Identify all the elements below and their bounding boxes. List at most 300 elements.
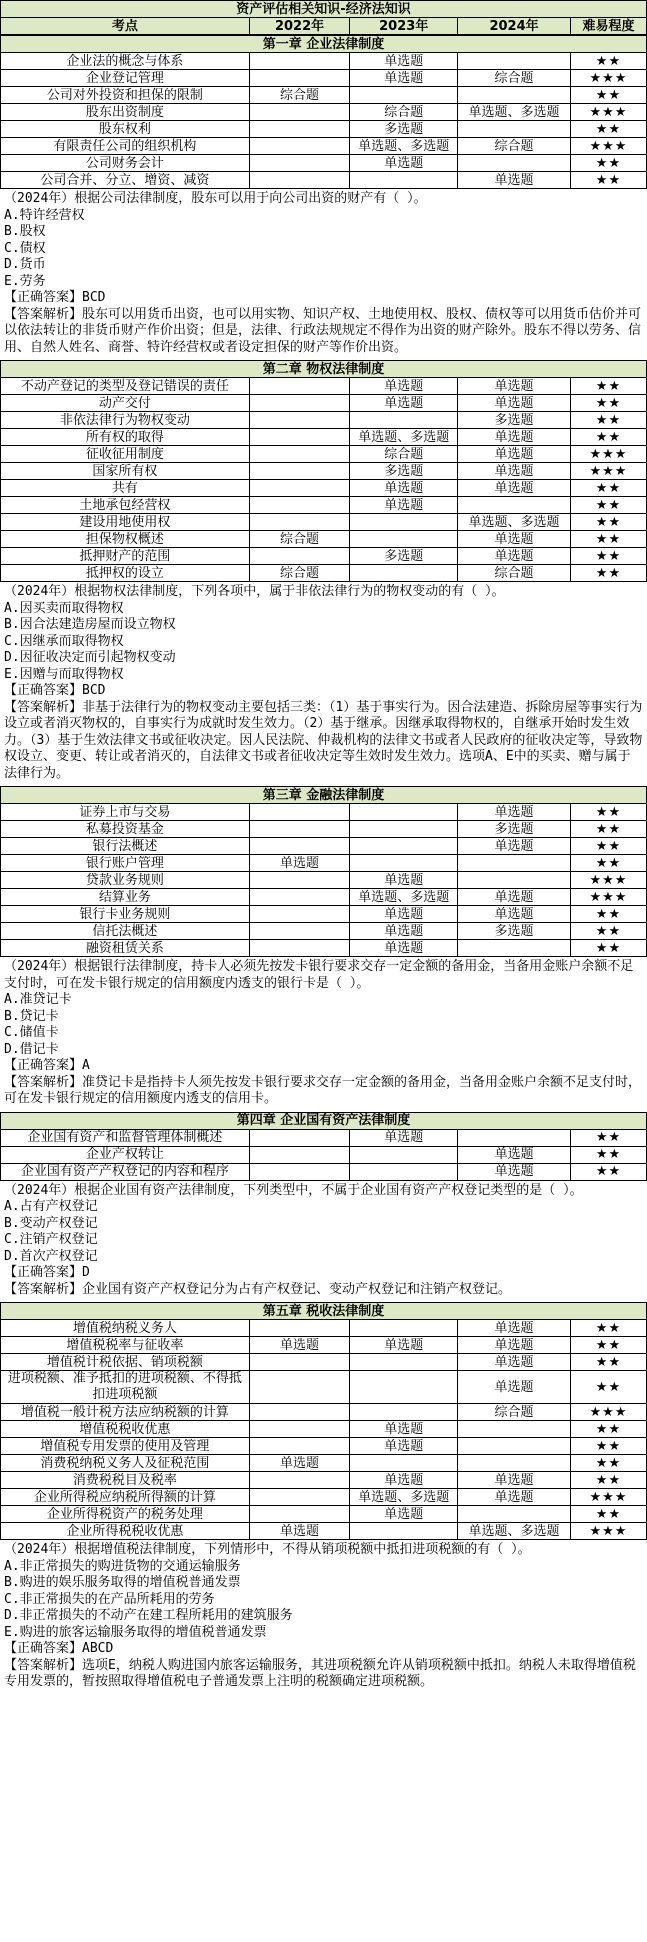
year-2024-cell: 单选题 bbox=[458, 446, 571, 463]
year-2024-cell: 综合题 bbox=[458, 1404, 571, 1421]
year-2022-cell bbox=[249, 70, 350, 87]
year-2022-cell: 单选题 bbox=[249, 1337, 350, 1354]
year-2024-cell bbox=[458, 1455, 571, 1472]
chapter-title: 第五章 税收法律制度 bbox=[1, 1303, 647, 1320]
option-line: A.占有产权登记 bbox=[4, 1199, 98, 1214]
year-2023-cell: 单选题、多选题 bbox=[350, 429, 458, 446]
year-2022-cell bbox=[249, 172, 350, 189]
year-2022-cell: 单选题 bbox=[249, 1523, 350, 1540]
year-2022-cell bbox=[249, 138, 350, 155]
table-row bbox=[1, 1163, 647, 1180]
year-2024-cell: 多选题 bbox=[458, 412, 571, 429]
year-2024-cell: 单选题 bbox=[458, 1337, 571, 1354]
topic-cell: 增值税专用发票的使用及管理 bbox=[1, 1438, 250, 1455]
chapter-section bbox=[0, 360, 647, 786]
question-block bbox=[0, 189, 647, 360]
topic-cell: 土地承包经营权 bbox=[1, 497, 250, 514]
year-2022-cell bbox=[249, 821, 350, 838]
year-2022-cell bbox=[249, 548, 350, 565]
year-2024-cell: 单选题 bbox=[458, 804, 571, 821]
year-2022-cell bbox=[249, 446, 350, 463]
year-2024-cell bbox=[458, 1506, 571, 1523]
answer-line: 【答案解析】企业国有资产产权登记分为占有产权登记、变动产权登记和注销产权登记。 bbox=[4, 1281, 512, 1297]
year-2023-cell: 单选题 bbox=[350, 497, 458, 514]
topic-cell: 股东出资制度 bbox=[1, 104, 250, 121]
year-2024-cell: 单选题 bbox=[458, 531, 571, 548]
table-row bbox=[1, 70, 647, 87]
difficulty-cell: ★★ bbox=[570, 87, 646, 104]
year-2024-cell: 单选题 bbox=[458, 395, 571, 412]
year-2024-cell: 多选题 bbox=[458, 821, 571, 838]
table-row bbox=[1, 1472, 647, 1489]
table-row bbox=[1, 172, 647, 189]
difficulty-cell: ★★ bbox=[570, 531, 646, 548]
year-2024-cell: 单选题 bbox=[458, 378, 571, 395]
difficulty-cell: ★★★ bbox=[570, 446, 646, 463]
year-2024-cell bbox=[458, 855, 571, 872]
year-2024-cell: 单选题 bbox=[458, 838, 571, 855]
document-title: 资产评估相关知识-经济法知识 bbox=[1, 1, 647, 18]
chapters-container bbox=[0, 35, 647, 1695]
answer-line: 【正确答案】ABCD bbox=[4, 1641, 114, 1656]
difficulty-cell: ★★ bbox=[570, 514, 646, 531]
chapter-title: 第四章 企业国有资产法律制度 bbox=[1, 1112, 647, 1129]
chapter-title: 第三章 金融法律制度 bbox=[1, 787, 647, 804]
table-row bbox=[1, 1455, 647, 1472]
topic-cell: 抵押权的设立 bbox=[1, 565, 250, 582]
year-2024-cell: 单选题 bbox=[458, 548, 571, 565]
table-row bbox=[1, 1523, 647, 1540]
difficulty-cell: ★★ bbox=[570, 855, 646, 872]
year-2023-cell: 单选题 bbox=[350, 1438, 458, 1455]
year-2022-cell bbox=[249, 53, 350, 70]
chapter-table bbox=[0, 786, 647, 957]
difficulty-cell: ★★ bbox=[570, 412, 646, 429]
table-row bbox=[1, 87, 647, 104]
question-block bbox=[0, 1540, 647, 1695]
year-2022-cell: 综合题 bbox=[249, 565, 350, 582]
question-text: （2024年）根据物权法律制度，下列各项中，属于非依法律行为的物权变动的有（ ）。 bbox=[4, 584, 505, 599]
difficulty-cell: ★★★ bbox=[570, 889, 646, 906]
table-row bbox=[1, 1320, 647, 1337]
table-row bbox=[1, 155, 647, 172]
topic-cell: 融资租赁关系 bbox=[1, 940, 250, 957]
year-2023-cell bbox=[350, 1163, 458, 1180]
topic-cell: 公司财务会计 bbox=[1, 155, 250, 172]
year-2023-cell: 多选题 bbox=[350, 548, 458, 565]
difficulty-cell: ★★★ bbox=[570, 70, 646, 87]
difficulty-cell: ★★ bbox=[570, 395, 646, 412]
difficulty-cell: ★★ bbox=[570, 1146, 646, 1163]
option-line: E.购进的旅客运输服务取得的增值税普通发票 bbox=[4, 1624, 267, 1640]
year-2022-cell bbox=[249, 1354, 350, 1371]
chapter-section bbox=[0, 1302, 647, 1695]
option-line: E.因赠与而取得物权 bbox=[4, 666, 124, 682]
year-2024-cell bbox=[458, 940, 571, 957]
option-line: B.贷记卡 bbox=[4, 1008, 59, 1024]
option-line: D.货币 bbox=[4, 257, 46, 272]
topic-cell: 企业法的概念与体系 bbox=[1, 53, 250, 70]
year-2022-cell bbox=[249, 1404, 350, 1421]
year-2024-cell: 单选题 bbox=[458, 172, 571, 189]
table-row bbox=[1, 395, 647, 412]
year-2023-cell: 单选题 bbox=[350, 940, 458, 957]
year-2022-cell bbox=[249, 1320, 350, 1337]
year-2023-cell bbox=[350, 838, 458, 855]
year-2024-cell: 单选题 bbox=[458, 480, 571, 497]
year-2023-cell bbox=[350, 412, 458, 429]
col-header-topic: 考点 bbox=[1, 18, 250, 35]
option-line: E.劳务 bbox=[4, 273, 46, 289]
chapter-section bbox=[0, 786, 647, 1112]
chapter-section bbox=[0, 1112, 647, 1303]
difficulty-cell: ★★ bbox=[570, 1472, 646, 1489]
option-line: C.注销产权登记 bbox=[4, 1232, 98, 1247]
year-2023-cell: 单选题 bbox=[350, 480, 458, 497]
difficulty-cell: ★★ bbox=[570, 378, 646, 395]
option-line: B.购进的娱乐服务取得的增值税普通发票 bbox=[4, 1575, 241, 1590]
year-2024-cell bbox=[458, 87, 571, 104]
option-line: C.因继承而取得物权 bbox=[4, 633, 124, 649]
table-row bbox=[1, 1146, 647, 1163]
year-2022-cell bbox=[249, 463, 350, 480]
year-2023-cell bbox=[350, 531, 458, 548]
difficulty-cell: ★★ bbox=[570, 548, 646, 565]
difficulty-cell: ★★★ bbox=[570, 1523, 646, 1540]
table-row bbox=[1, 531, 647, 548]
year-2022-cell: 综合题 bbox=[249, 87, 350, 104]
year-2023-cell: 单选题 bbox=[350, 1472, 458, 1489]
year-2023-cell: 单选题 bbox=[350, 1506, 458, 1523]
year-2024-cell: 单选题 bbox=[458, 889, 571, 906]
year-2022-cell bbox=[249, 412, 350, 429]
difficulty-cell: ★★ bbox=[570, 172, 646, 189]
question-text: （2024年）根据增值税法律制度，下列情形中，不得从销项税额中抵扣进项税额的有（ ）。 bbox=[4, 1542, 531, 1557]
year-2022-cell bbox=[249, 1146, 350, 1163]
option-line: B.变动产权登记 bbox=[4, 1215, 98, 1231]
year-2024-cell bbox=[458, 1421, 571, 1438]
topic-cell: 企业所得税资产的税务处理 bbox=[1, 1506, 250, 1523]
table-row bbox=[1, 480, 647, 497]
topic-cell: 公司合并、分立、增资、减资 bbox=[1, 172, 250, 189]
difficulty-cell: ★★ bbox=[570, 1354, 646, 1371]
year-2022-cell bbox=[249, 497, 350, 514]
year-2023-cell bbox=[350, 855, 458, 872]
table-row bbox=[1, 923, 647, 940]
year-2023-cell: 单选题、多选题 bbox=[350, 138, 458, 155]
year-2023-cell bbox=[350, 821, 458, 838]
year-2024-cell: 单选题 bbox=[458, 906, 571, 923]
year-2023-cell: 综合题 bbox=[350, 104, 458, 121]
difficulty-cell: ★★ bbox=[570, 480, 646, 497]
table-row bbox=[1, 872, 647, 889]
difficulty-cell: ★★★ bbox=[570, 138, 646, 155]
year-2023-cell: 单选题、多选题 bbox=[350, 889, 458, 906]
topic-cell: 证券上市与交易 bbox=[1, 804, 250, 821]
year-2023-cell: 单选题 bbox=[350, 155, 458, 172]
year-2022-cell bbox=[249, 514, 350, 531]
year-2022-cell bbox=[249, 804, 350, 821]
difficulty-cell: ★★ bbox=[570, 1129, 646, 1146]
chapter-table bbox=[0, 1112, 647, 1181]
difficulty-cell: ★★ bbox=[570, 565, 646, 582]
topic-cell: 银行账户管理 bbox=[1, 855, 250, 872]
table-row bbox=[1, 940, 647, 957]
col-header-2022: 2022年 bbox=[249, 18, 350, 35]
year-2024-cell bbox=[458, 155, 571, 172]
option-line: D.借记卡 bbox=[4, 1041, 59, 1057]
question-text: （2024年）根据公司法律制度，股东可以用于向公司出资的财产有（ ）。 bbox=[4, 191, 427, 206]
topic-cell: 消费税税目及税率 bbox=[1, 1472, 250, 1489]
year-2023-cell: 单选题 bbox=[350, 906, 458, 923]
topic-cell: 有限责任公司的组织机构 bbox=[1, 138, 250, 155]
year-2022-cell bbox=[249, 1163, 350, 1180]
year-2023-cell bbox=[350, 1404, 458, 1421]
table-row bbox=[1, 1506, 647, 1523]
chapter-table bbox=[0, 35, 647, 189]
answer-line: 【正确答案】A bbox=[4, 1058, 90, 1073]
topic-cell: 银行法概述 bbox=[1, 838, 250, 855]
difficulty-cell: ★★ bbox=[570, 838, 646, 855]
difficulty-cell: ★★ bbox=[570, 1506, 646, 1523]
year-2023-cell: 单选题 bbox=[350, 53, 458, 70]
year-2022-cell bbox=[249, 429, 350, 446]
table-row bbox=[1, 804, 647, 821]
year-2023-cell: 多选题 bbox=[350, 121, 458, 138]
option-line: A.特许经营权 bbox=[4, 207, 85, 223]
year-2022-cell bbox=[249, 1472, 350, 1489]
year-2024-cell: 单选题 bbox=[458, 1354, 571, 1371]
col-header-2024: 2024年 bbox=[458, 18, 571, 35]
topic-cell: 增值税税率与征收率 bbox=[1, 1337, 250, 1354]
option-line: A.因买卖而取得物权 bbox=[4, 600, 124, 616]
year-2023-cell: 单选题 bbox=[350, 872, 458, 889]
option-line: D.因征收决定而引起物权变动 bbox=[4, 650, 176, 665]
year-2023-cell bbox=[350, 87, 458, 104]
table-row bbox=[1, 1129, 647, 1146]
question-block bbox=[0, 582, 647, 786]
topic-cell: 贷款业务规则 bbox=[1, 872, 250, 889]
header-table bbox=[0, 0, 647, 35]
table-row bbox=[1, 1489, 647, 1506]
year-2024-cell bbox=[458, 1438, 571, 1455]
topic-cell: 私募投资基金 bbox=[1, 821, 250, 838]
topic-cell: 股东权利 bbox=[1, 121, 250, 138]
year-2023-cell bbox=[350, 1146, 458, 1163]
difficulty-cell: ★★ bbox=[570, 1163, 646, 1180]
year-2022-cell bbox=[249, 1129, 350, 1146]
table-row bbox=[1, 1337, 647, 1354]
topic-cell: 企业所得税税收优惠 bbox=[1, 1523, 250, 1540]
chapter-title: 第一章 企业法律制度 bbox=[1, 36, 647, 53]
year-2023-cell bbox=[350, 172, 458, 189]
option-line: C.非正常损失的在产品所耗用的劳务 bbox=[4, 1591, 215, 1607]
topic-cell: 抵押财产的范围 bbox=[1, 548, 250, 565]
year-2023-cell bbox=[350, 804, 458, 821]
year-2023-cell: 单选题 bbox=[350, 395, 458, 412]
year-2022-cell bbox=[249, 155, 350, 172]
option-line: D.非正常损失的不动产在建工程所耗用的建筑服务 bbox=[4, 1608, 293, 1623]
option-line: A.非正常损失的购进货物的交通运输服务 bbox=[4, 1558, 241, 1574]
table-row bbox=[1, 514, 647, 531]
topic-cell: 增值税一般计税方法应纳税额的计算 bbox=[1, 1404, 250, 1421]
table-row bbox=[1, 821, 647, 838]
table-row bbox=[1, 104, 647, 121]
difficulty-cell: ★★★ bbox=[570, 104, 646, 121]
year-2023-cell: 单选题 bbox=[350, 923, 458, 940]
year-2022-cell: 综合题 bbox=[249, 531, 350, 548]
table-row bbox=[1, 497, 647, 514]
option-line: C.债权 bbox=[4, 240, 46, 256]
difficulty-cell: ★★ bbox=[570, 1455, 646, 1472]
answer-line: 【答案解析】准贷记卡是指持卡人须先按发卡银行要求交存一定金额的备用金，当备用金账户余额不足支付时，可在发卡银行规定的信用额度内透支的信用卡。 bbox=[4, 1074, 642, 1106]
topic-cell: 企业所得税应纳税所得额的计算 bbox=[1, 1489, 250, 1506]
chapter-section bbox=[0, 35, 647, 360]
option-line: C.储值卡 bbox=[4, 1025, 59, 1040]
topic-cell: 建设用地使用权 bbox=[1, 514, 250, 531]
year-2023-cell: 单选题 bbox=[350, 378, 458, 395]
year-2024-cell: 单选题、多选题 bbox=[458, 514, 571, 531]
year-2024-cell: 综合题 bbox=[458, 138, 571, 155]
year-2024-cell: 单选题 bbox=[458, 1163, 571, 1180]
difficulty-cell: ★★ bbox=[570, 821, 646, 838]
year-2022-cell bbox=[249, 104, 350, 121]
difficulty-cell: ★★ bbox=[570, 497, 646, 514]
year-2023-cell: 单选题 bbox=[350, 1129, 458, 1146]
difficulty-cell: ★★ bbox=[570, 429, 646, 446]
difficulty-cell: ★★ bbox=[570, 121, 646, 138]
year-2024-cell: 综合题 bbox=[458, 70, 571, 87]
year-2024-cell: 单选题 bbox=[458, 1472, 571, 1489]
difficulty-cell: ★★★ bbox=[570, 872, 646, 889]
topic-cell: 共有 bbox=[1, 480, 250, 497]
year-2024-cell: 综合题 bbox=[458, 565, 571, 582]
topic-cell: 企业产权转让 bbox=[1, 1146, 250, 1163]
year-2024-cell: 单选题 bbox=[458, 463, 571, 480]
table-row bbox=[1, 378, 647, 395]
topic-cell: 结算业务 bbox=[1, 889, 250, 906]
year-2024-cell bbox=[458, 53, 571, 70]
topic-cell: 增值税税收优惠 bbox=[1, 1421, 250, 1438]
chapter-table bbox=[0, 1302, 647, 1540]
year-2023-cell bbox=[350, 1455, 458, 1472]
year-2022-cell bbox=[249, 940, 350, 957]
year-2023-cell bbox=[350, 1320, 458, 1337]
answer-line: 【答案解析】选项E，纳税人购进国内旅客运输服务，其进项税额允许从销项税额中抵扣。纳税人未取得增值税专用发票的，暂按照取得增值税电子普通发票上注明的税额确定进项税额。 bbox=[4, 1657, 636, 1689]
year-2022-cell bbox=[249, 395, 350, 412]
topic-cell: 企业登记管理 bbox=[1, 70, 250, 87]
year-2022-cell bbox=[249, 838, 350, 855]
topic-cell: 担保物权概述 bbox=[1, 531, 250, 548]
col-header-2023: 2023年 bbox=[350, 18, 458, 35]
option-line: B.因合法建造房屋而设立物权 bbox=[4, 617, 176, 632]
option-line: B.股权 bbox=[4, 224, 46, 239]
year-2022-cell bbox=[249, 378, 350, 395]
year-2023-cell bbox=[350, 1523, 458, 1540]
year-2024-cell: 单选题、多选题 bbox=[458, 104, 571, 121]
option-line: D.首次产权登记 bbox=[4, 1248, 98, 1264]
topic-cell: 进项税额、准予抵扣的进项税额、不得抵扣进项税额 bbox=[1, 1371, 250, 1404]
year-2022-cell bbox=[249, 889, 350, 906]
year-2024-cell: 单选题、多选题 bbox=[458, 1523, 571, 1540]
table-row bbox=[1, 1354, 647, 1371]
topic-cell: 增值税计税依据、销项税额 bbox=[1, 1354, 250, 1371]
table-row bbox=[1, 1404, 647, 1421]
table-row bbox=[1, 429, 647, 446]
question-text: （2024年）根据银行法律制度，持卡人必须先按发卡银行要求交存一定金额的备用金，当备用金账户余额不足支付时，可在发卡银行规定的信用额度内透支的银行卡是（ ）。 bbox=[4, 959, 634, 991]
difficulty-cell: ★★ bbox=[570, 906, 646, 923]
topic-cell: 消费税纳税义务人及征税范围 bbox=[1, 1455, 250, 1472]
table-row bbox=[1, 446, 647, 463]
table-row bbox=[1, 548, 647, 565]
difficulty-cell: ★★ bbox=[570, 923, 646, 940]
year-2022-cell: 单选题 bbox=[249, 855, 350, 872]
difficulty-cell: ★★ bbox=[570, 155, 646, 172]
topic-cell: 征收征用制度 bbox=[1, 446, 250, 463]
table-row bbox=[1, 1371, 647, 1404]
year-2024-cell: 单选题 bbox=[458, 1146, 571, 1163]
difficulty-cell: ★★ bbox=[570, 1421, 646, 1438]
year-2023-cell: 单选题 bbox=[350, 1337, 458, 1354]
table-row bbox=[1, 1438, 647, 1455]
topic-cell: 不动产登记的类型及登记错误的责任 bbox=[1, 378, 250, 395]
topic-cell: 国家所有权 bbox=[1, 463, 250, 480]
year-2022-cell bbox=[249, 1489, 350, 1506]
year-2024-cell bbox=[458, 1129, 571, 1146]
year-2022-cell bbox=[249, 923, 350, 940]
table-row bbox=[1, 121, 647, 138]
year-2022-cell bbox=[249, 1438, 350, 1455]
year-2022-cell: 单选题 bbox=[249, 1455, 350, 1472]
year-2022-cell bbox=[249, 1506, 350, 1523]
difficulty-cell: ★★ bbox=[570, 804, 646, 821]
year-2023-cell bbox=[350, 1371, 458, 1404]
difficulty-cell: ★★ bbox=[570, 1320, 646, 1337]
topic-cell: 增值税纳税义务人 bbox=[1, 1320, 250, 1337]
table-row bbox=[1, 889, 647, 906]
table-row bbox=[1, 906, 647, 923]
topic-cell: 所有权的取得 bbox=[1, 429, 250, 446]
year-2024-cell: 多选题 bbox=[458, 923, 571, 940]
topic-cell: 企业国有资产和监督管理体制概述 bbox=[1, 1129, 250, 1146]
difficulty-cell: ★★★ bbox=[570, 1489, 646, 1506]
year-2024-cell bbox=[458, 121, 571, 138]
difficulty-cell: ★★ bbox=[570, 940, 646, 957]
topic-cell: 企业国有资产产权登记的内容和程序 bbox=[1, 1163, 250, 1180]
topic-cell: 信托法概述 bbox=[1, 923, 250, 940]
table-row bbox=[1, 412, 647, 429]
col-header-difficulty: 难易程度 bbox=[570, 18, 646, 35]
year-2024-cell: 单选题 bbox=[458, 1489, 571, 1506]
answer-line: 【答案解析】非基于法律行为的物权变动主要包括三类：（1）基于事实行为。因合法建造、拆除房屋等事实行为设立或者消灭物权的，自事实行为成就时发生效力。（2）基于继承。因继承取得物权的，自继承开始时发生效力。（3）基于生效法律文书或征收决定。因人民法院、仲裁机构的法律文书或者人民政府的征收决定等，导致物权设立、变更、转让或者消灭的，自法律文书或者征收决定等生效时发生效力。选项A、E中的买卖、赠与属于法律行为。 bbox=[4, 699, 643, 781]
answer-line: 【正确答案】BCD bbox=[4, 290, 106, 305]
chapter-title: 第二章 物权法律制度 bbox=[1, 361, 647, 378]
table-row bbox=[1, 53, 647, 70]
year-2023-cell: 多选题 bbox=[350, 463, 458, 480]
year-2023-cell: 单选题、多选题 bbox=[350, 1489, 458, 1506]
year-2022-cell bbox=[249, 1371, 350, 1404]
year-2022-cell bbox=[249, 480, 350, 497]
year-2023-cell bbox=[350, 514, 458, 531]
table-row bbox=[1, 138, 647, 155]
topic-cell: 非依法律行为物权变动 bbox=[1, 412, 250, 429]
table-row bbox=[1, 855, 647, 872]
year-2023-cell bbox=[350, 1354, 458, 1371]
year-2022-cell bbox=[249, 906, 350, 923]
difficulty-cell: ★★ bbox=[570, 53, 646, 70]
year-2024-cell: 单选题 bbox=[458, 429, 571, 446]
year-2023-cell: 单选题 bbox=[350, 1421, 458, 1438]
